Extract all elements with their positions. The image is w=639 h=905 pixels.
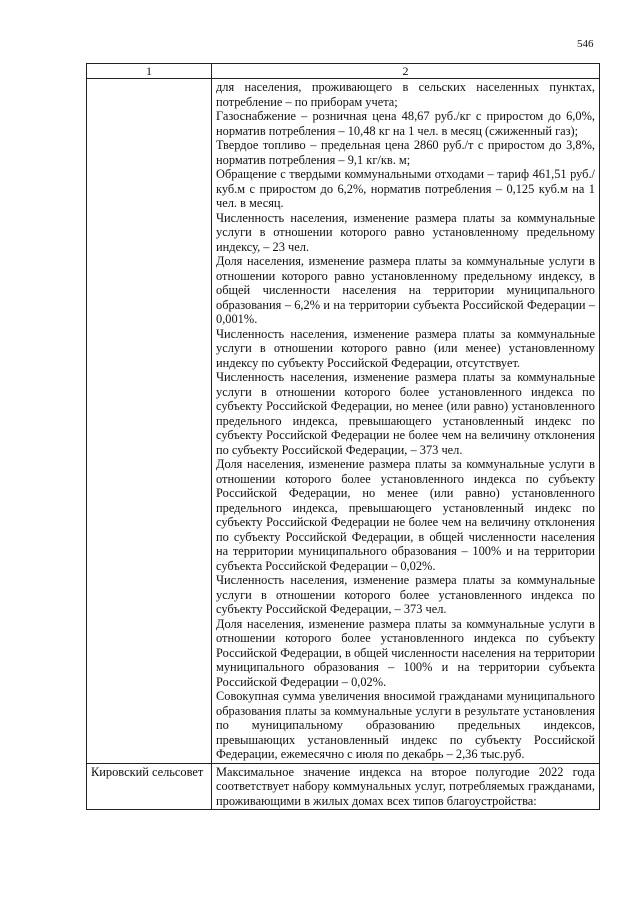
paragraph: Численность населения, изменение размера платы за коммунальные услуги в отношении которого равно установленному предельному индексу, – 23 чел. — [216, 210, 595, 254]
municipality-cell: Кировский сельсовет — [87, 763, 212, 810]
paragraph: Обращение с твердыми коммунальными отходами – тариф 461,51 руб./куб.м с приростом до 6,2%, норматив потребления – 0,125 куб.м на 1 чел. в месяц. — [216, 167, 595, 210]
paragraph: Максимальное значение индекса на второе полугодие 2022 года соответствует набору коммунальных услуг, потребляемых гражданами, проживающими в жилых домах всех типов благоустройства: — [216, 764, 595, 808]
table-row — [87, 763, 600, 810]
description-cell — [212, 763, 600, 810]
column-header-2: 2 — [212, 64, 600, 79]
municipality-cell — [87, 79, 212, 764]
paragraph: Газоснабжение – розничная цена 48,67 руб./кг с приростом до 6,0%, норматив потребления – 10,48 кг на 1 чел. в месяц (сжиженный газ); — [216, 109, 595, 138]
table-header-row — [87, 64, 600, 79]
paragraph: Численность населения, изменение размера платы за коммунальные услуги в отношении которого равно (или менее) установленному индексу по субъекту Российской Федерации, отсутствует. — [216, 326, 595, 370]
paragraph: Твердое топливо – предельная цена 2860 руб./т с приростом до 3,8%, норматив потребления – 9,1 кг/кв. м; — [216, 138, 595, 167]
paragraph: Доля населения, изменение размера платы за коммунальные услуги в отношении которого более установленного индекса по субъекту Российской Федерации, в общей численности населения на территории муниципального образования – 100% и на территории субъекта Российской Федерации – 0,02%. — [216, 616, 595, 689]
paragraph: для населения, проживающего в сельских населенных пунктах, потребление – по приборам учета; — [216, 80, 595, 109]
description-cell — [212, 79, 600, 764]
paragraph: Доля населения, изменение размера платы за коммунальные услуги в отношении которого равно установленному предельному индексу, в общей численности населения на территории муниципального образования – 6,2% и на территории субъекта Российской Федерации – 0,001%. — [216, 254, 595, 326]
tariff-table — [86, 63, 600, 810]
page-number: 546 — [577, 38, 594, 50]
paragraph: Численность населения, изменение размера платы за коммунальные услуги в отношении которого более установленного индекса по субъекту Российской Федерации, но менее (или равно) установленного предельного индекса, превышающего установленный индекс по субъекту Российской Федерации не более чем на величину отклонения по субъекту Российской Федерации, – 373 чел. — [216, 370, 595, 457]
paragraph: Доля населения, изменение размера платы за коммунальные услуги в отношении которого более установленного индекса по субъекту Российской Федерации, но менее (или равно) установленного предельного индекса, превышающего установленный индекс по субъекту Российской Федерации не более чем на величину отклонения по субъекту Российской Федерации, в общей численности населения на территории муниципального образования – 100% и на территории субъекта Российской Федерации – 0,02%. — [216, 457, 595, 573]
column-header-1: 1 — [87, 64, 212, 79]
paragraph: Совокупная сумма увеличения вносимой гражданами муниципального образования платы за коммунальные услуги в результате установления по муниципальному образованию предельных индексов, превышающих установленный индекс по субъекту Российской Федерации, ежемесячно с июля по декабрь – 2,36 тыс.руб. — [216, 689, 595, 761]
paragraph: Численность населения, изменение размера платы за коммунальные услуги в отношении которого более установленного индекса по субъекту Российской Федерации, – 373 чел. — [216, 573, 595, 616]
table-row — [87, 79, 600, 764]
